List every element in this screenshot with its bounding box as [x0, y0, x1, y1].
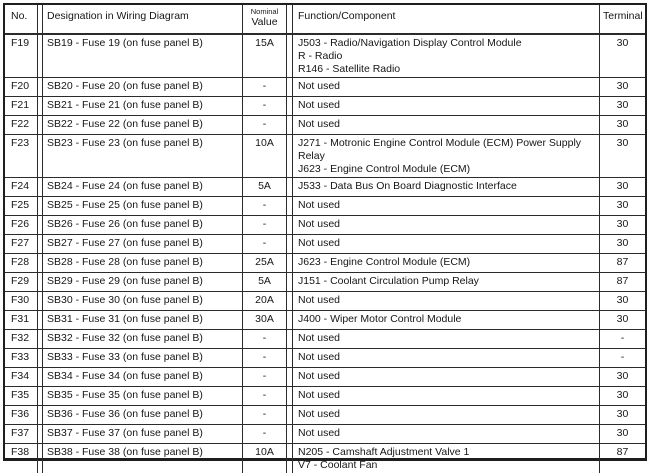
fuse-no-cell: F20: [5, 78, 38, 96]
fuse-no-cell: F36: [5, 406, 38, 424]
value-label: Value: [251, 16, 278, 28]
table-row: [5, 292, 645, 311]
nominal-label-small: Nominal: [250, 7, 279, 16]
fuse-no-cell: F37: [5, 425, 38, 443]
nominal-value-label: [244, 7, 285, 28]
nominal-value-cell: -: [243, 97, 287, 115]
table-row: [5, 197, 645, 216]
table-row: [5, 311, 645, 330]
header-nominal-value: [243, 5, 287, 33]
table-row: [5, 116, 645, 135]
nominal-value-cell: 30A: [243, 311, 287, 329]
function-line: J151 - Coolant Circulation Pump Relay: [298, 275, 479, 287]
designation-cell: SB20 - Fuse 20 (on fuse panel B): [43, 78, 243, 96]
function-line: Not used: [298, 294, 341, 306]
terminal-cell: 30: [616, 80, 629, 92]
function-cell: [293, 116, 600, 134]
terminal-cell: 87: [616, 256, 629, 268]
table-row: [5, 368, 645, 387]
header-row: [5, 5, 645, 35]
function-line: J533 - Data Bus On Board Diagnostic Interface: [298, 180, 517, 192]
table-row: [5, 78, 645, 97]
function-cell: [293, 292, 600, 310]
function-line: Not used: [298, 218, 341, 230]
terminal-cell: 30: [616, 370, 629, 382]
function-cell: [293, 216, 600, 234]
header-function: Function/Component: [293, 5, 600, 33]
terminal-cell: 30: [616, 137, 629, 149]
terminal-cell: 30: [616, 99, 629, 111]
terminal-cell: 30: [616, 294, 629, 306]
function-cell: [293, 406, 600, 424]
nominal-value-cell: -: [243, 197, 287, 215]
function-cell: [293, 178, 600, 196]
fuse-no-cell: F27: [5, 235, 38, 253]
function-cell: [293, 368, 600, 386]
table-row: [5, 425, 645, 444]
function-cell: [293, 425, 600, 443]
terminal-cell: 87: [616, 275, 629, 287]
function-line: J271 - Motronic Engine Control Module (ECM) Power Supply Relay: [298, 137, 582, 162]
table-body: [5, 35, 645, 473]
fuse-no-cell: F38: [5, 444, 38, 473]
function-line: Not used: [298, 370, 341, 382]
table-row: [5, 135, 645, 178]
terminal-cell: -: [620, 332, 625, 344]
function-line: Not used: [298, 389, 341, 401]
designation-cell: SB33 - Fuse 33 (on fuse panel B): [43, 349, 243, 367]
function-line: Not used: [298, 99, 341, 111]
designation-cell: SB26 - Fuse 26 (on fuse panel B): [43, 216, 243, 234]
function-cell: [293, 135, 600, 177]
table-row: [5, 406, 645, 425]
fuse-no-cell: F19: [5, 35, 38, 77]
function-cell: [293, 35, 600, 77]
designation-cell: SB30 - Fuse 30 (on fuse panel B): [43, 292, 243, 310]
fuse-no-cell: F34: [5, 368, 38, 386]
nominal-value-cell: 5A: [243, 273, 287, 291]
designation-cell: SB27 - Fuse 27 (on fuse panel B): [43, 235, 243, 253]
table-row: [5, 444, 645, 473]
designation-cell: SB28 - Fuse 28 (on fuse panel B): [43, 254, 243, 272]
fuse-no-cell: F22: [5, 116, 38, 134]
fuse-no-cell: F28: [5, 254, 38, 272]
nominal-value-cell: -: [243, 330, 287, 348]
designation-cell: SB25 - Fuse 25 (on fuse panel B): [43, 197, 243, 215]
nominal-value-cell: 20A: [243, 292, 287, 310]
fuse-no-cell: F30: [5, 292, 38, 310]
fuse-no-cell: F32: [5, 330, 38, 348]
fuse-no-cell: F24: [5, 178, 38, 196]
designation-cell: SB36 - Fuse 36 (on fuse panel B): [43, 406, 243, 424]
terminal-cell: 30: [616, 408, 629, 420]
terminal-cell: 30: [616, 199, 629, 211]
function-cell: [293, 197, 600, 215]
nominal-value-cell: 10A: [243, 135, 287, 177]
designation-cell: SB34 - Fuse 34 (on fuse panel B): [43, 368, 243, 386]
header-designation: Designation in Wiring Diagram: [43, 5, 243, 33]
designation-cell: SB19 - Fuse 19 (on fuse panel B): [43, 35, 243, 77]
function-line: V7 - Coolant Fan: [298, 459, 378, 471]
header-terminal: Terminal: [603, 10, 643, 22]
terminal-cell: 30: [616, 313, 629, 325]
nominal-value-cell: -: [243, 406, 287, 424]
function-line: Not used: [298, 237, 341, 249]
function-line: Not used: [298, 408, 341, 420]
fuse-no-cell: F33: [5, 349, 38, 367]
table-row: [5, 235, 645, 254]
function-line: Not used: [298, 332, 341, 344]
fuse-no-cell: F25: [5, 197, 38, 215]
nominal-value-cell: -: [243, 216, 287, 234]
table-row: [5, 254, 645, 273]
function-cell: [293, 330, 600, 348]
function-line: J623 - Engine Control Module (ECM): [298, 163, 471, 175]
function-cell: [293, 349, 600, 367]
fuse-no-cell: F31: [5, 311, 38, 329]
function-cell: [293, 387, 600, 405]
nominal-value-cell: -: [243, 235, 287, 253]
function-line: Not used: [298, 80, 341, 92]
nominal-value-cell: -: [243, 368, 287, 386]
terminal-cell: 30: [616, 180, 629, 192]
function-line: J623 - Engine Control Module (ECM): [298, 256, 471, 268]
table-row: [5, 273, 645, 292]
terminal-cell: -: [620, 351, 625, 363]
designation-cell: SB24 - Fuse 24 (on fuse panel B): [43, 178, 243, 196]
table-row: [5, 330, 645, 349]
designation-cell: SB32 - Fuse 32 (on fuse panel B): [43, 330, 243, 348]
function-cell: [293, 78, 600, 96]
fuse-no-cell: F29: [5, 273, 38, 291]
terminal-cell: 30: [616, 237, 629, 249]
nominal-value-cell: 25A: [243, 254, 287, 272]
function-line: Not used: [298, 118, 341, 130]
fuse-no-cell: F23: [5, 135, 38, 177]
function-line: Not used: [298, 427, 341, 439]
function-line: Not used: [298, 199, 341, 211]
function-line: R146 - Satellite Radio: [298, 63, 401, 75]
fuse-no-cell: F26: [5, 216, 38, 234]
terminal-cell: 30: [616, 427, 629, 439]
designation-cell: SB23 - Fuse 23 (on fuse panel B): [43, 135, 243, 177]
fuse-no-cell: F21: [5, 97, 38, 115]
table-row: [5, 178, 645, 197]
terminal-cell: 30: [616, 389, 629, 401]
table-row: [5, 35, 645, 78]
nominal-value-cell: -: [243, 116, 287, 134]
function-line: Not used: [298, 351, 341, 363]
nominal-value-cell: 15A: [243, 35, 287, 77]
function-line: N205 - Camshaft Adjustment Valve 1: [298, 446, 470, 458]
function-cell: [293, 444, 600, 473]
designation-cell: SB29 - Fuse 29 (on fuse panel B): [43, 273, 243, 291]
designation-cell: SB37 - Fuse 37 (on fuse panel B): [43, 425, 243, 443]
nominal-value-cell: -: [243, 349, 287, 367]
terminal-cell: 87: [616, 446, 629, 458]
table-row: [5, 216, 645, 235]
designation-cell: SB22 - Fuse 22 (on fuse panel B): [43, 116, 243, 134]
terminal-cell: 30: [616, 218, 629, 230]
function-line: R - Radio: [298, 50, 343, 62]
designation-cell: SB21 - Fuse 21 (on fuse panel B): [43, 97, 243, 115]
designation-cell: SB35 - Fuse 35 (on fuse panel B): [43, 387, 243, 405]
function-line: J400 - Wiper Motor Control Module: [298, 313, 462, 325]
nominal-value-cell: 10A: [243, 444, 287, 473]
designation-cell: SB38 - Fuse 38 (on fuse panel B): [43, 444, 243, 473]
function-cell: [293, 273, 600, 291]
fuse-assignment-table: [3, 3, 647, 471]
function-cell: [293, 311, 600, 329]
designation-cell: SB31 - Fuse 31 (on fuse panel B): [43, 311, 243, 329]
function-cell: [293, 254, 600, 272]
nominal-value-cell: -: [243, 387, 287, 405]
header-no: No.: [5, 5, 38, 33]
nominal-value-cell: -: [243, 425, 287, 443]
table-row: [5, 97, 645, 116]
terminal-cell: 30: [616, 118, 629, 130]
nominal-value-cell: 5A: [243, 178, 287, 196]
function-cell: [293, 97, 600, 115]
function-cell: [293, 235, 600, 253]
table-row: [5, 349, 645, 368]
function-line: J503 - Radio/Navigation Display Control Module: [298, 37, 522, 49]
nominal-value-cell: -: [243, 78, 287, 96]
fuse-no-cell: F35: [5, 387, 38, 405]
terminal-cell: 30: [616, 37, 629, 49]
table-row: [5, 387, 645, 406]
